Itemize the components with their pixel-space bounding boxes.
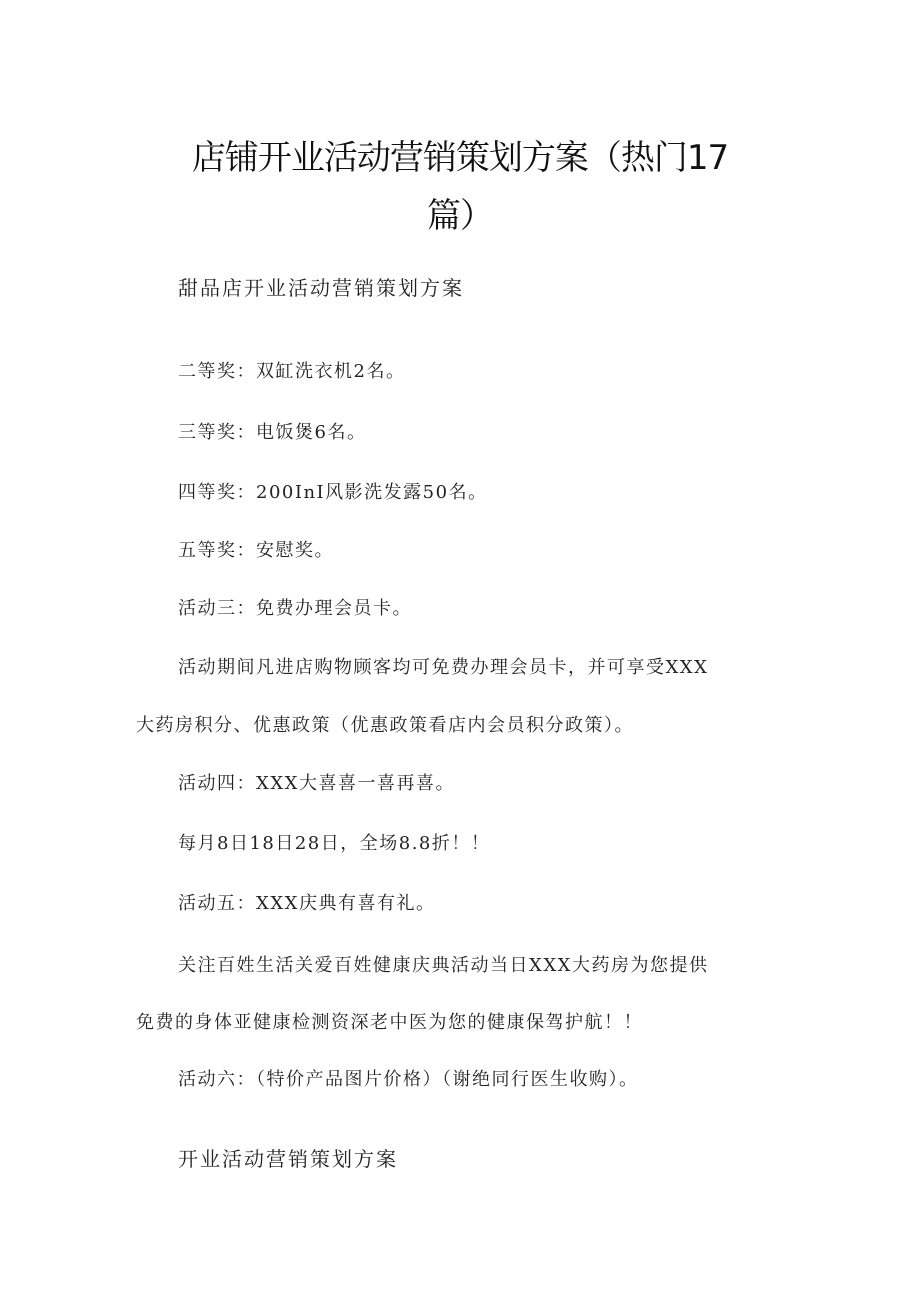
paragraph-third-prize: 三等奖：电饭煲6名。 [178,422,367,443]
paragraph-membership-line2: 大药房积分、优惠政策（优惠政策看店内会员积分政策）。 [136,715,634,736]
paragraph-monthly-discount: 每月8日18日28日，全场8.8折！！ [178,833,491,854]
paragraph-fifth-prize: 五等奖：安慰奖。 [178,540,334,561]
paragraph-activity-six: 活动六：（特价产品图片价格）（谢绝同行医生收购）。 [178,1069,639,1090]
paragraph-health-check-line2: 免费的身体亚健康检测资深老中医为您的健康保驾护航！！ [136,1012,643,1033]
paragraph-membership-line1: 活动期间凡进店购物顾客均可免费办理会员卡，并可享受XXX [178,657,709,678]
section-heading-opening-plan: 开业活动营销策划方案 [178,1147,398,1171]
document-title-line1: 店铺开业活动营销策划方案（热门17 [191,138,729,178]
paragraph-fourth-prize: 四等奖：200InI风影洗发露50名。 [178,482,488,503]
paragraph-activity-four: 活动四：XXX大喜喜一喜再喜。 [178,773,455,794]
section-heading-dessert-shop: 甜品店开业活动营销策划方案 [178,276,464,300]
document-title-line2: 篇） [427,196,493,236]
paragraph-health-check-line1: 关注百姓生活关爱百姓健康庆典活动当日XXX大药房为您提供 [178,955,709,976]
paragraph-activity-three: 活动三：免费办理会员卡。 [178,598,412,619]
paragraph-second-prize: 二等奖：双缸洗衣机2名。 [178,361,406,382]
paragraph-activity-five: 活动五：XXX庆典有喜有礼。 [178,893,436,914]
